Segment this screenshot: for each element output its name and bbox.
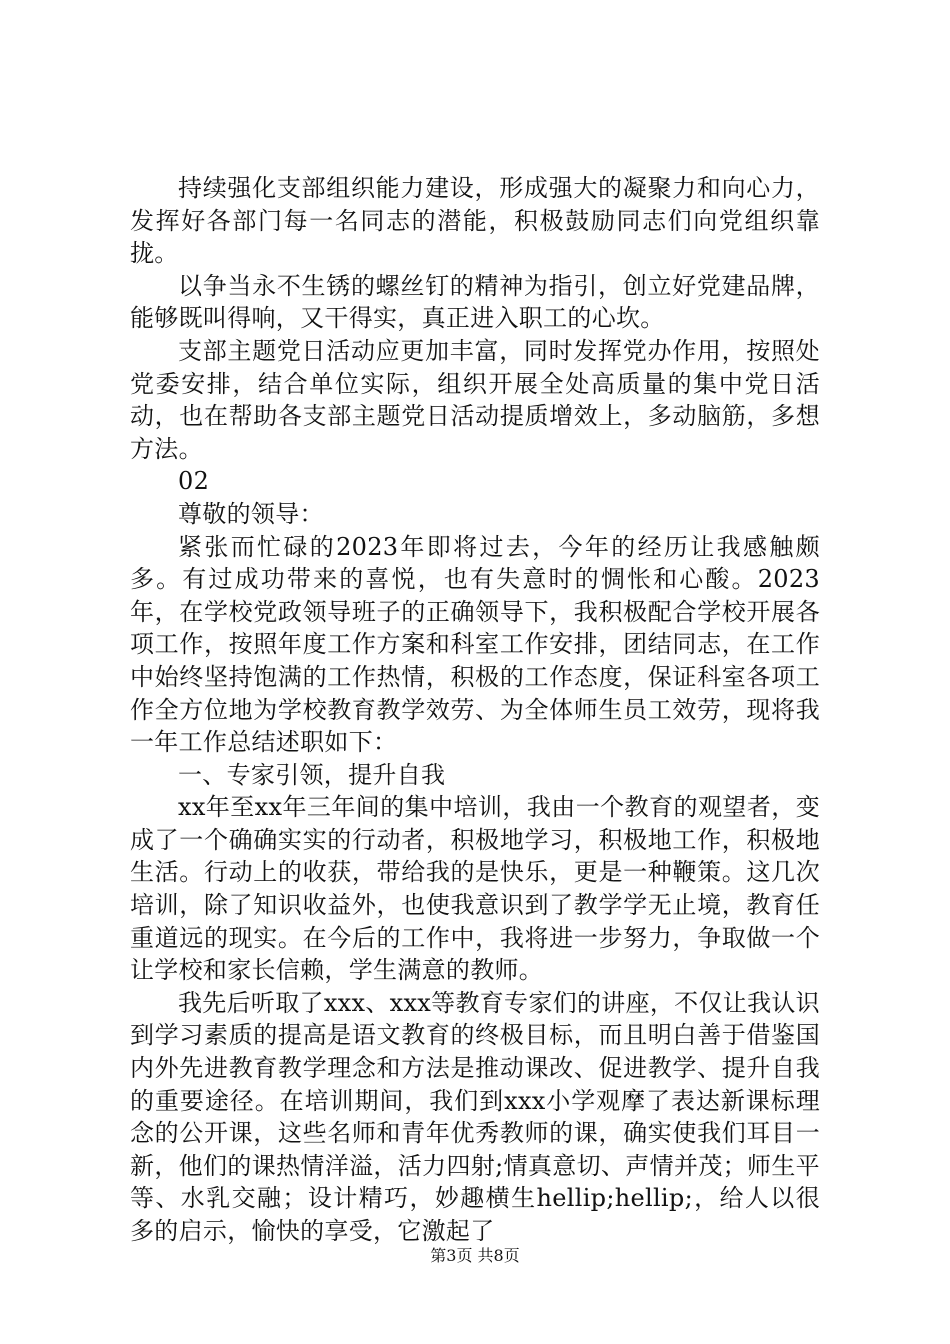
paragraph-intro: 紧张而忙碌的2023年即将过去，今年的经历让我感触颇多。有过成功带来的喜悦，也有失意时的惆怅和心酸。2023年，在学校党政领导班子的正确领导下，我积极配合学校开展各项工作，按照年度工作方案和科室工作安排，团结同志，在工作中始终坚持饱满的工作热情，积极的工作态度，保证科室各项工作全方位地为学校教育教学效劳、为全体师生员工效劳，现将我一年工作总结述职如下：: [130, 532, 820, 757]
paragraph-2: 以争当永不生锈的螺丝钉的精神为指引，创立好党建品牌，能够既叫得响，又干得实，真正进入职工的心坎。: [130, 271, 820, 333]
salutation: 尊敬的领导：: [178, 499, 324, 528]
document-body: [130, 172, 820, 1248]
paragraph-lectures: 我先后听取了xxx、xxx等教育专家们的讲座，不仅让我认识到学习素质的提高是语文教育的终极目标，而且明白善于借鉴国内外先进教育教学理念和方法是推动课改、促进教学、提升自我的重要途径。在培训期间，我们到xxx小学观摩了表达新课标理念的公开课，这些名师和青年优秀教师的课，确实使我们耳目一新，他们的课热情洋溢，活力四射;情真意切、声情并茂；师生平等、水乳交融；设计精巧，妙趣横生hellip;hellip;，给人以很多的启示，愉快的享受，它激起了: [130, 988, 820, 1245]
section-number: 02: [178, 467, 210, 496]
paragraph-1: 持续强化支部组织能力建设，形成强大的凝聚力和向心力，发挥好各部门每一名同志的潜能，积极鼓励同志们向党组织靠拢。: [130, 174, 820, 268]
page-footer: 第3页 共8页: [430, 1246, 520, 1265]
section-heading: 一、专家引领，提升自我: [178, 760, 446, 789]
paragraph-3: 支部主题党日活动应更加丰富，同时发挥党办作用，按照处党委安排，结合单位实际，组织开展全处高质量的集中党日活动，也在帮助各支部主题党日活动提质增效上，多动脑筋，多想方法。: [130, 336, 820, 463]
paragraph-training: xx年至xx年三年间的集中培训，我由一个教育的观望者，变成了一个确确实实的行动者，积极地学习，积极地工作，积极地生活。行动上的收获，带给我的是快乐，更是一种鞭策。这几次培训，除了知识收益外，也使我意识到了教学学无止境，教育任重道远的现实。在今后的工作中，我将进一步努力，争取做一个让学校和家长信赖，学生满意的教师。: [130, 793, 820, 985]
